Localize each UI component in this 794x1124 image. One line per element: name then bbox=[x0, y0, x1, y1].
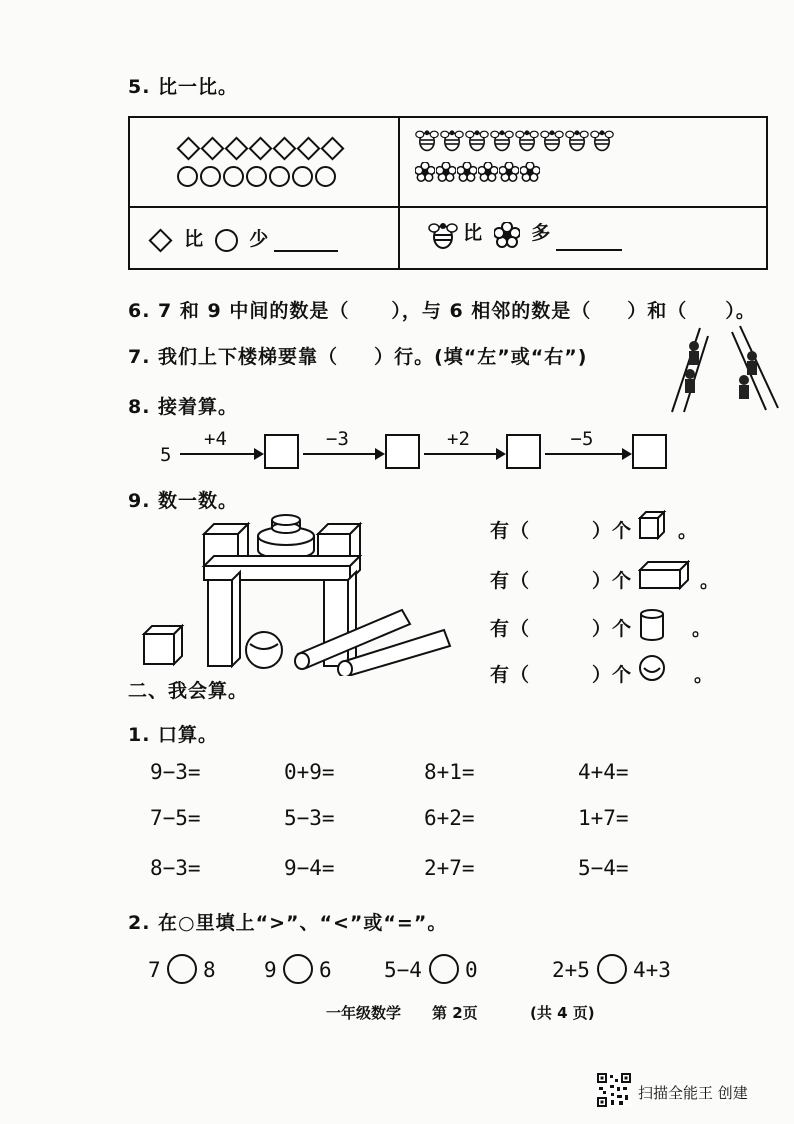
chain-arrow bbox=[424, 453, 502, 455]
oral-problem[interactable]: 5−3= bbox=[284, 806, 335, 830]
q5-title: 5. 比一比。 bbox=[128, 76, 239, 98]
answer-blank[interactable] bbox=[538, 658, 588, 684]
count-period: 。 bbox=[692, 618, 713, 640]
bee-icon bbox=[515, 126, 539, 158]
diamond-shape bbox=[272, 136, 296, 160]
compare-circle[interactable] bbox=[283, 954, 313, 984]
footer-grade: 一年级数学 bbox=[326, 1004, 402, 1022]
diamond-shape bbox=[224, 136, 248, 160]
circle-shape bbox=[315, 166, 336, 187]
answer-box[interactable] bbox=[385, 434, 420, 469]
arrow-head bbox=[375, 448, 385, 460]
diamond-shape bbox=[200, 136, 224, 160]
compare-left: 9 bbox=[264, 958, 277, 982]
q6-text: ）。 bbox=[725, 300, 756, 322]
q7-line bbox=[128, 342, 587, 369]
q9-title: 9. 数一数。 bbox=[128, 490, 239, 512]
right-caption bbox=[428, 218, 622, 251]
flower-icon bbox=[478, 162, 498, 186]
bee-icon bbox=[490, 126, 514, 158]
arrow-head bbox=[622, 448, 632, 460]
q5-table bbox=[128, 116, 768, 270]
section2-title: 二、我会算。 bbox=[128, 680, 249, 702]
compare-right: 0 bbox=[465, 958, 478, 982]
diamond-shape bbox=[296, 136, 320, 160]
answer-blank[interactable] bbox=[538, 612, 588, 638]
compare-left: 5−4 bbox=[384, 958, 422, 982]
answer-box[interactable] bbox=[632, 434, 667, 469]
answer-box[interactable] bbox=[264, 434, 299, 469]
oral-problem[interactable]: 5−4= bbox=[578, 856, 629, 880]
oral-problem[interactable]: 8−3= bbox=[150, 856, 201, 880]
answer-blank[interactable] bbox=[538, 564, 588, 590]
q6-text: ）和（ bbox=[627, 300, 688, 322]
circle-icon bbox=[215, 229, 238, 252]
count-label-end: ）个 bbox=[592, 570, 633, 592]
caption-text: 比 bbox=[184, 228, 205, 250]
count-period: 。 bbox=[700, 570, 721, 592]
count-period: 。 bbox=[678, 520, 699, 542]
chain-op-label: −3 bbox=[326, 428, 349, 450]
bee-icon bbox=[415, 126, 439, 158]
diamond-icon bbox=[148, 228, 172, 252]
oral-problem[interactable]: 9−4= bbox=[284, 856, 335, 880]
cube-icon bbox=[638, 510, 668, 544]
count-label-start: 有（ bbox=[490, 520, 531, 542]
answer-blank[interactable] bbox=[556, 231, 622, 251]
diamond-shape bbox=[176, 136, 200, 160]
answer-blank[interactable] bbox=[274, 232, 338, 252]
chain-arrow bbox=[180, 453, 260, 455]
oral-problem[interactable]: 0+9= bbox=[284, 760, 335, 784]
caption-text: 少 bbox=[249, 228, 270, 250]
scanner-credit: 扫描全能王 创建 bbox=[638, 1084, 748, 1102]
circle-shape bbox=[246, 166, 267, 187]
count-label-start: 有（ bbox=[490, 618, 531, 640]
bee-icon bbox=[590, 126, 614, 158]
arrow-head bbox=[496, 448, 506, 460]
circle-shape bbox=[223, 166, 244, 187]
stairs-illustration bbox=[670, 322, 782, 416]
oral-problem[interactable]: 2+7= bbox=[424, 856, 475, 880]
chain-start: 5 bbox=[160, 444, 172, 466]
compare-circle[interactable] bbox=[597, 954, 627, 984]
diamond-shape bbox=[248, 136, 272, 160]
chain-op-label: +4 bbox=[204, 428, 227, 450]
q7-text: ）行。(填“左”或“右”) bbox=[374, 346, 588, 368]
left-caption bbox=[152, 224, 338, 252]
diamond-shape bbox=[320, 136, 344, 160]
caption-text: 多 bbox=[531, 222, 552, 244]
oral-problem[interactable]: 7−5= bbox=[150, 806, 201, 830]
chain-op-label: −5 bbox=[570, 428, 594, 450]
bee-icon bbox=[465, 126, 489, 158]
qr-code-icon bbox=[597, 1073, 631, 1107]
bee-icon bbox=[428, 219, 458, 251]
q7-text: 7. 我们上下楼梯要靠（ bbox=[128, 346, 339, 368]
oral-problem[interactable]: 6+2= bbox=[424, 806, 475, 830]
footer-page: 第 2页 bbox=[432, 1004, 478, 1022]
answer-blank[interactable] bbox=[538, 514, 588, 540]
compare-circle[interactable] bbox=[429, 954, 459, 984]
blocks-illustration bbox=[138, 514, 478, 676]
compare-left: 2+5 bbox=[552, 958, 590, 982]
count-label-end: ）个 bbox=[592, 520, 633, 542]
chain-arrow bbox=[545, 453, 628, 455]
circle-shape bbox=[200, 166, 221, 187]
circle-shape bbox=[269, 166, 290, 187]
q6-text: ），与 6 相邻的数是（ bbox=[391, 300, 592, 322]
oral-problem[interactable]: 8+1= bbox=[424, 760, 475, 784]
flower-icon bbox=[436, 162, 456, 186]
answer-box[interactable] bbox=[506, 434, 541, 469]
count-label-end: ）个 bbox=[592, 618, 633, 640]
compare-right: 4+3 bbox=[633, 958, 671, 982]
table-vline bbox=[398, 118, 400, 268]
oral-problem[interactable]: 1+7= bbox=[578, 806, 629, 830]
compare-right: 6 bbox=[319, 958, 332, 982]
arrow-head bbox=[254, 448, 264, 460]
count-period: 。 bbox=[694, 664, 715, 686]
cylinder-icon bbox=[638, 608, 666, 646]
q8-title: 8. 接着算。 bbox=[128, 396, 239, 418]
compare-title: 2. 在○里填上“>”、“<”或“=”。 bbox=[128, 912, 448, 934]
flower-icon bbox=[499, 162, 519, 186]
compare-left: 7 bbox=[148, 958, 161, 982]
circle-shape bbox=[292, 166, 313, 187]
count-label-end: ）个 bbox=[592, 664, 633, 686]
compare-circle[interactable] bbox=[167, 954, 197, 984]
cuboid-icon bbox=[638, 560, 690, 594]
footer-total: (共 4 页) bbox=[530, 1004, 595, 1022]
oral-problem[interactable]: 4+4= bbox=[578, 760, 629, 784]
oral-problem[interactable]: 9−3= bbox=[150, 760, 201, 784]
bee-icon bbox=[565, 126, 589, 158]
count-label-start: 有（ bbox=[490, 570, 531, 592]
oral-title: 1. 口算。 bbox=[128, 724, 219, 746]
chain-arrow bbox=[303, 453, 381, 455]
q6-line bbox=[128, 296, 756, 323]
sphere-icon bbox=[638, 654, 666, 686]
flower-icon bbox=[494, 222, 520, 248]
flower-icon bbox=[415, 162, 435, 186]
compare-right: 8 bbox=[203, 958, 216, 982]
circle-shape bbox=[177, 166, 198, 187]
flower-icon bbox=[520, 162, 540, 186]
chain-op-label: +2 bbox=[447, 428, 470, 450]
flower-icon bbox=[457, 162, 477, 186]
bee-icon bbox=[540, 126, 564, 158]
count-label-start: 有（ bbox=[490, 664, 531, 686]
caption-text: 比 bbox=[463, 222, 484, 244]
q6-text: 6. 7 和 9 中间的数是（ bbox=[128, 300, 350, 322]
bee-icon bbox=[440, 126, 464, 158]
table-hline bbox=[130, 206, 766, 208]
